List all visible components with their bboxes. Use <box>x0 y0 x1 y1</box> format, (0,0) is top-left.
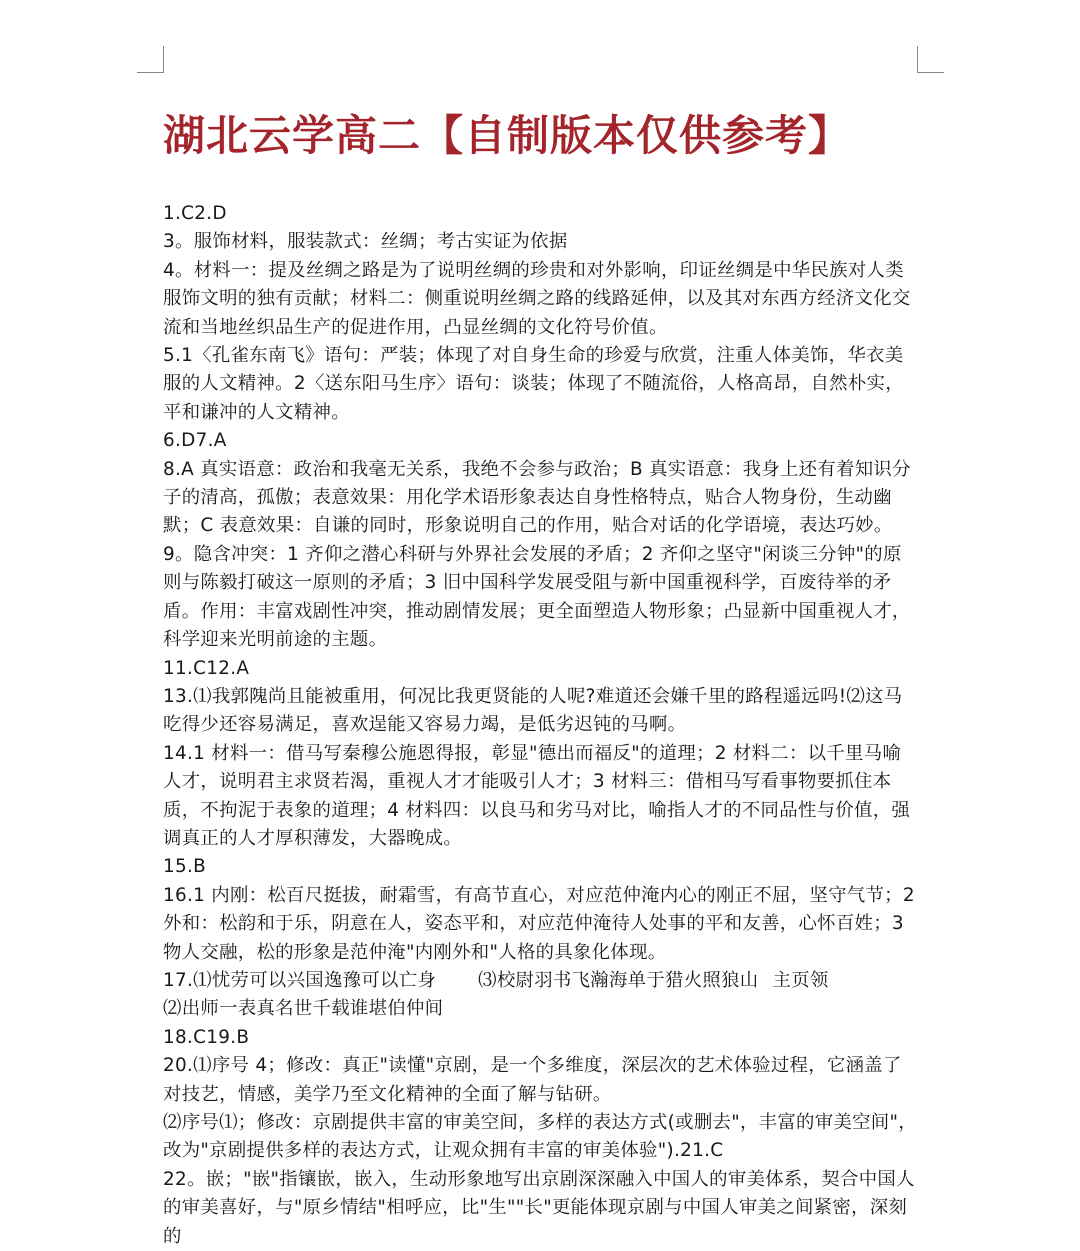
answer-paragraph: 14.1 材料一：借马写秦穆公施恩得报，彰显"德出而福反"的道理；2 材料二：以千里马喻人才，说明君主求贤若渴，重视人才才能吸引人才；3 材料三：借相马写看事物要抓住本质，不拘泥于表象的道理；4 材料四：以良马和劣马对比，喻指人才的不同品性与价值，强调真正的人才厚积薄发，大器晚成。 <box>163 742 911 849</box>
answer-line-17 <box>163 967 918 995</box>
answer-paragraph: 16.1 内刚：松百尺挺拔，耐霜雪，有高节直心，对应范仲淹内心的刚正不屈，坚守气节；2 外和：松韵和于乐，阴意在人，姿态平和，对应范仲淹待人处事的平和友善，心怀百姓；3 物人交融，松的形象是范仲淹"内刚外和"人格的具象化体现。 <box>163 884 915 963</box>
answer-paragraph: ⑵序号⑴；修改：京剧提供丰富的审美空间，多样的表达方式(或删去"，丰富的审美空间"，改为"京剧提供多样的表达方式，让观众拥有丰富的审美体验").21.C <box>163 1112 917 1162</box>
answer-17-part-2: ⑵出师一表真名世千载谁堪伯仲间 <box>163 998 444 1020</box>
answer-paragraph: 20.⑴序号 4；修改：真正"读懂"京剧，是一个多维度，深层次的艺术体验过程，它涵盖了对技艺，情感，美学乃至文化精神的全面了解与钻研。 <box>163 1055 902 1105</box>
answer-paragraph: 13.⑴我郭隗尚且能被重用，何况比我更贤能的人呢?难道还会嫌千里的路程遥远吗!⑵这马吃得少还容易满足，喜欢逞能又容易力竭，是低劣迟钝的马啊。 <box>163 685 903 736</box>
answer-paragraph: 4。材料一：提及丝绸之路是为了说明丝绸的珍贵和对外影响，印证丝绸是中华民族对人类服饰文明的独有贡献；材料二：侧重说明丝绸之路的线路延伸，以及其对东西方经济文化交流和当地丝织品生产的促进作用，凸显丝绸的文化符号价值。 <box>163 259 911 338</box>
page-corner-mark-right <box>917 46 944 73</box>
answer-paragraph: 1.C2.D <box>163 203 227 224</box>
answer-17-part-3: ⑶校尉羽书飞瀚海单于猎火照狼山 <box>478 969 759 991</box>
answer-paragraph: 18.C19.B <box>163 1026 250 1048</box>
document-title: 湖北云学高二【自制版本仅供参考】 <box>163 111 852 160</box>
answer-17-watermark-text: 主页领 <box>772 969 829 991</box>
answer-paragraph: 22。嵌；"嵌"指镶嵌，嵌入，生动形象地写出京剧深深融入中国人的审美体系，契合中国人的审美喜好，与"原乡情结"相呼应，比"生""长"更能体现京剧与中国人审美之间紧密，深刻的 <box>163 1168 915 1247</box>
answer-paragraph: 5.1〈孔雀东南飞》语句：严装；体现了对自身生命的珍爱与欣赏，注重人体美饰，华衣美服的人文精神。2〈送东阳马生序〉语句：谈装；体现了不随流俗，人格高昂，自然朴实，平和谦冲的人文精神。 <box>163 345 904 423</box>
answer-paragraph: 15.B <box>163 856 207 878</box>
answer-17-part-1: 17.⑴忧劳可以兴国逸豫可以亡身 <box>163 969 437 991</box>
answer-paragraph: 6.D7.A <box>163 430 227 452</box>
answer-paragraph: 11.C12.A <box>163 657 250 679</box>
page-corner-mark-left <box>137 46 164 73</box>
answer-paragraph: 3。服饰材料，服装款式：丝绸；考古实证为依据 <box>163 231 568 253</box>
document-body <box>163 200 918 1251</box>
answer-paragraph: 8.A 真实语意：政治和我毫无关系，我绝不会参与政治；B 真实语意：我身上还有着知识分子的清高，孤傲；表意效果：用化学术语形象表达自身性格特点，贴合人物身份，生动幽默；C 表意效果：自谦的同时，形象说明自己的作用，贴合对话的化学语境，表达巧妙。9。隐含冲突：1 齐仰之潜心科研与外界社会发展的矛盾；2 齐仰之坚守"闲谈三分钟"的原则与陈毅打破这一原则的矛盾；3 旧中国科学发展受阻与新中国重视科学，百废待举的矛盾。作用：丰富戏剧性冲突，推动剧情发展；更全面塑造人物形象；凸显新中国重视人才，科学迎来光明前途的主题。 <box>163 458 911 651</box>
